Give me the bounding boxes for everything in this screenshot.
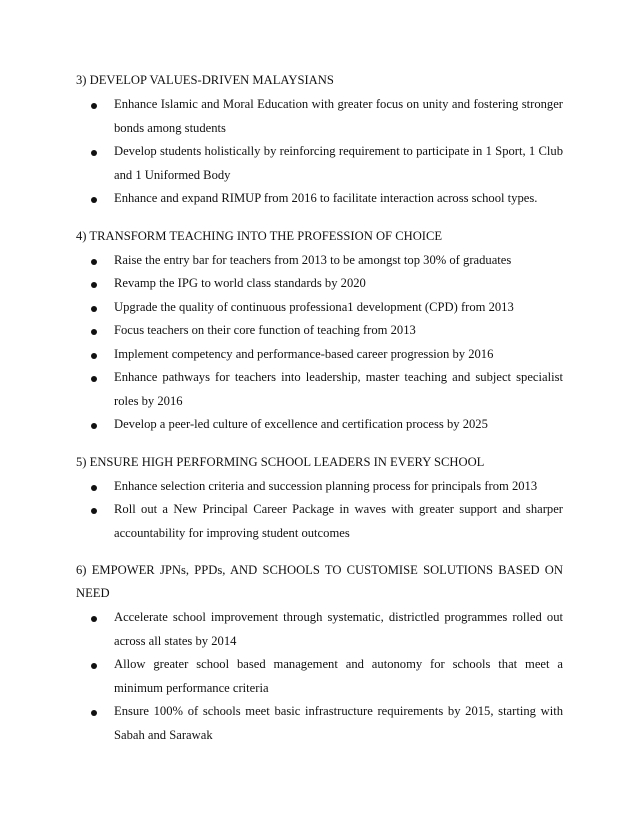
list-item <box>76 606 563 653</box>
section-5 <box>76 451 563 546</box>
bullet-icon <box>91 259 97 265</box>
list-item-text: Enhance and expand RIMUP from 2016 to facilitate interaction across school types. <box>114 191 538 205</box>
section-4 <box>76 225 563 437</box>
bullet-icon <box>91 329 97 335</box>
bullet-icon <box>91 616 97 622</box>
list-item-text: Develop students holistically by reinforcing requirement to participate in 1 Sport, 1 Club and 1 Uniformed Body <box>114 144 563 182</box>
document-content <box>76 69 563 761</box>
list-item <box>76 498 563 545</box>
list-item <box>76 653 563 700</box>
section-heading: 6) EMPOWER JPNs, PPDs, AND SCHOOLS TO CUSTOMISE SOLUTIONS BASED ON NEED <box>76 563 563 600</box>
bullet-list <box>76 606 563 747</box>
bullet-icon <box>91 306 97 312</box>
list-item <box>76 140 563 187</box>
bullet-icon <box>91 508 97 514</box>
section-heading: 4) TRANSFORM TEACHING INTO THE PROFESSION OF CHOICE <box>76 228 443 243</box>
list-item <box>76 366 563 413</box>
bullet-icon <box>91 103 97 109</box>
list-item-text: Enhance Islamic and Moral Education with greater focus on unity and fostering stronger bonds among students <box>114 97 563 135</box>
bullet-icon <box>91 423 97 429</box>
list-item-text: Develop a peer-led culture of excellence and certification process by 2025 <box>114 417 488 431</box>
list-item-text: Implement competency and performance-based career progression by 2016 <box>114 346 494 361</box>
list-item-text: Focus teachers on their core function of teaching from 2013 <box>114 323 416 337</box>
list-item <box>76 296 563 320</box>
list-item <box>76 343 563 367</box>
list-item <box>76 319 563 343</box>
list-item <box>76 249 563 273</box>
list-item-text: Upgrade the quality of continuous professiona1 development (CPD) from 2013 <box>114 299 514 314</box>
list-item <box>76 93 563 140</box>
list-item-text: Allow greater school based management and autonomy for schools that meet a minimum performance criteria <box>114 657 563 695</box>
bullet-icon <box>91 663 97 669</box>
bullet-icon <box>91 485 97 491</box>
bullet-icon <box>91 282 97 288</box>
bullet-list <box>76 475 563 546</box>
list-item-text: Roll out a New Principal Career Package in waves with greater support and sharper accountability for improving student outcomes <box>114 502 563 540</box>
bullet-list <box>76 249 563 437</box>
bullet-list <box>76 93 563 211</box>
bullet-icon <box>91 376 97 382</box>
bullet-icon <box>91 150 97 156</box>
list-item <box>76 187 563 211</box>
list-item-text: Accelerate school improvement through systematic, districtled programmes rolled out across all states by 2014 <box>114 610 563 648</box>
bullet-icon <box>91 710 97 716</box>
section-6 <box>76 559 563 747</box>
list-item <box>76 413 563 437</box>
list-item-text: Ensure 100% of schools meet basic infrastructure requirements by 2015, starting with Sabah and Sarawak <box>114 704 563 742</box>
section-3 <box>76 69 563 211</box>
section-heading: 5) ENSURE HIGH PERFORMING SCHOOL LEADERS IN EVERY SCHOOL <box>76 454 485 469</box>
bullet-icon <box>91 353 97 359</box>
list-item-text: Raise the entry bar for teachers from 2013 to be amongst top 30% of graduates <box>114 252 512 267</box>
section-heading: 3) DEVELOP VALUES-DRIVEN MALAYSIANS <box>76 73 334 87</box>
list-item-text: Enhance selection criteria and succession planning process for principals from 2013 <box>114 478 538 493</box>
list-item-text: Revamp the IPG to world class standards by 2020 <box>114 276 366 290</box>
list-item <box>76 700 563 747</box>
list-item-text: Enhance pathways for teachers into leadership, master teaching and subject specialist roles by 2016 <box>114 370 563 408</box>
bullet-icon <box>91 197 97 203</box>
list-item <box>76 272 563 296</box>
list-item <box>76 475 563 499</box>
